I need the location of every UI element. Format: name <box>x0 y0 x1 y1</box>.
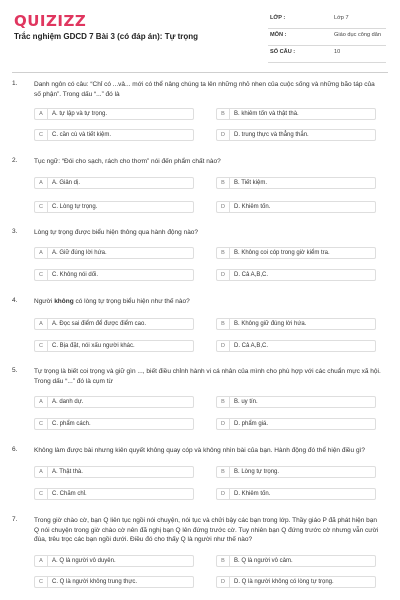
question-text-emphasis: không <box>54 298 74 305</box>
option-letter: C <box>35 489 48 499</box>
option-text: A. Giản dị. <box>52 180 81 186</box>
question-text: Tục ngữ: “Đói cho sạch, rách cho thơm” nói đến phẩm chất nào? <box>34 158 221 165</box>
option-letter: C <box>35 419 48 429</box>
option-b[interactable] <box>216 247 376 259</box>
option-letter: C <box>35 341 48 351</box>
option-text: A. Q là người vô duyên. <box>52 558 116 564</box>
question-number: 5. <box>12 367 18 374</box>
question-number: 6. <box>12 446 18 453</box>
option-text: D. Cả A,B,C. <box>234 272 269 278</box>
option-c[interactable] <box>34 129 194 141</box>
option-letter: A <box>35 319 48 329</box>
question-text: Danh ngôn có câu: “Chỉ có ...vả... mới có thể nâng chúng ta lên những nhỏ nhen của cuộc sống và những bão táp của số phận”. Trong dấu “...” đó là <box>34 81 375 98</box>
option-text: A. tự lập và tự trọng. <box>52 111 108 117</box>
option-text: A. danh dự. <box>52 399 84 405</box>
option-text: C. Lòng tự trọng. <box>52 204 98 210</box>
question-text: Không làm được bài nhưng kiên quyết không quay cóp và không nhìn bài của bạn. Hành động đó thể hiện điều gì? <box>34 447 365 454</box>
option-letter: B <box>217 178 230 188</box>
option-b[interactable] <box>216 555 376 567</box>
option-a[interactable] <box>34 318 194 330</box>
option-text: A. Đọc sai điểm để được điểm cao. <box>52 321 146 327</box>
option-a[interactable] <box>34 466 194 478</box>
option-c[interactable] <box>34 488 194 500</box>
meta-info-table <box>268 12 386 63</box>
option-letter: D <box>217 489 230 499</box>
option-text: C. cần cù và tiết kiệm. <box>52 132 112 138</box>
worksheet-title: Trắc nghiệm GDCD 7 Bài 3 (có đáp án): Tự trọng <box>14 32 199 41</box>
meta-key: SỐ CÂU : <box>270 49 296 55</box>
option-letter: D <box>217 341 230 351</box>
option-letter: C <box>35 270 48 280</box>
option-letter: B <box>217 467 230 477</box>
meta-value: Giáo dục công dân <box>334 32 381 38</box>
option-c[interactable] <box>34 201 194 213</box>
option-letter: B <box>217 109 230 119</box>
meta-row-count <box>268 46 386 63</box>
option-text: A. Giữ đúng lời hứa. <box>52 250 107 256</box>
question-text-rest: có lòng tự trọng biểu hiện như thế nào? <box>73 298 190 305</box>
option-text: D. Cả A,B,C. <box>234 343 269 349</box>
option-a[interactable] <box>34 108 194 120</box>
option-letter: C <box>35 202 48 212</box>
question-number: 7. <box>12 516 18 523</box>
option-text: C. phẩm cách. <box>52 421 91 427</box>
question-number: 4. <box>12 297 18 304</box>
option-text: B. khiêm tốn và thật thà. <box>234 111 299 117</box>
meta-row-subject <box>268 29 386 46</box>
option-c[interactable] <box>34 269 194 281</box>
option-letter: B <box>217 397 230 407</box>
option-b[interactable] <box>216 466 376 478</box>
option-letter: A <box>35 109 48 119</box>
option-letter: B <box>217 556 230 566</box>
option-letter: D <box>217 130 230 140</box>
option-text: C. Không nói dối. <box>52 272 99 278</box>
option-b[interactable] <box>216 396 376 408</box>
option-letter: D <box>217 270 230 280</box>
option-text: D. Khiêm tốn. <box>234 204 271 210</box>
option-letter: D <box>217 202 230 212</box>
option-d[interactable] <box>216 340 376 352</box>
option-letter: C <box>35 130 48 140</box>
question-number: 2. <box>12 157 18 164</box>
option-text: B. Không giữ đúng lời hứa. <box>234 321 307 327</box>
option-text: B. Lòng tự trọng. <box>234 469 280 475</box>
option-text: D. phẩm giá. <box>234 421 269 427</box>
meta-value: 10 <box>334 49 341 55</box>
question-number: 3. <box>12 228 18 235</box>
option-d[interactable] <box>216 576 376 588</box>
meta-value: Lớp 7 <box>334 15 349 21</box>
option-b[interactable] <box>216 108 376 120</box>
option-d[interactable] <box>216 129 376 141</box>
meta-row-class <box>268 12 386 29</box>
option-text: C. Q là người không trung thực. <box>52 579 138 585</box>
option-letter: D <box>217 419 230 429</box>
option-letter: A <box>35 556 48 566</box>
meta-key: MÔN : <box>270 32 287 38</box>
worksheet-header <box>0 0 400 70</box>
option-c[interactable] <box>34 576 194 588</box>
option-a[interactable] <box>34 555 194 567</box>
option-text: C. Bịa đặt, nói xấu người khác. <box>52 343 135 349</box>
option-letter: A <box>35 178 48 188</box>
header-divider <box>12 72 388 73</box>
option-d[interactable] <box>216 201 376 213</box>
question-text: Tự trọng là biết coi trọng và giữ gìn ..., biết điều chỉnh hành vi cá nhân của mình cho phù hợp với các chuẩn mực xã hội. Trong dấu “...” đó là cụm từ <box>34 368 381 385</box>
option-letter: A <box>35 248 48 258</box>
option-d[interactable] <box>216 488 376 500</box>
option-text: B. Tiết kiệm. <box>234 180 268 186</box>
option-b[interactable] <box>216 177 376 189</box>
question-text-prefix: Người <box>34 298 55 305</box>
question-number: 1. <box>12 80 18 87</box>
option-letter: A <box>35 467 48 477</box>
option-text: D. Khiêm tốn. <box>234 491 271 497</box>
question-text: Trong giờ chào cờ, bạn Q liên tục ngồi nói chuyện, nói tục và chửi bậy các bạn trong lớp. Thầy giáo P đã phát hiện bạn Q nói chuyện trong giờ chào cờ nên đã nghị bạn Q lên đứng trước cờ. Tuy nhiên bạn Q đứng trước cờ nhưng vẫn cười đùa, trêu trọc các bạn ngồi dưới. Điều đó cho thấy Q là người như thế nào? <box>34 517 379 543</box>
option-d[interactable] <box>216 269 376 281</box>
option-letter: B <box>217 319 230 329</box>
option-c[interactable] <box>34 340 194 352</box>
quizizz-logo: QUIZIZZ <box>14 12 87 30</box>
option-text: B. Không coi cóp trong giờ kiểm tra. <box>234 250 330 256</box>
option-letter: D <box>217 577 230 587</box>
option-text: D. trung thực và thẳng thắn. <box>234 132 309 138</box>
question-text <box>34 297 382 307</box>
option-c[interactable] <box>34 418 194 430</box>
option-a[interactable] <box>34 396 194 408</box>
option-text: D. Q là người không có lòng tự trọng. <box>234 579 334 585</box>
option-b[interactable] <box>216 318 376 330</box>
question-text: Lòng tự trọng được biểu hiện thông qua hành động nào? <box>34 229 199 236</box>
option-text: C. Chăm chỉ. <box>52 491 87 497</box>
option-d[interactable] <box>216 418 376 430</box>
option-text: B. uy tín. <box>234 399 258 405</box>
option-letter: A <box>35 397 48 407</box>
option-letter: B <box>217 248 230 258</box>
meta-key: LỚP : <box>270 15 286 21</box>
option-text: A. Thật thà. <box>52 469 83 475</box>
option-a[interactable] <box>34 177 194 189</box>
option-letter: C <box>35 577 48 587</box>
option-a[interactable] <box>34 247 194 259</box>
option-text: B. Q là người vô cảm. <box>234 558 293 564</box>
